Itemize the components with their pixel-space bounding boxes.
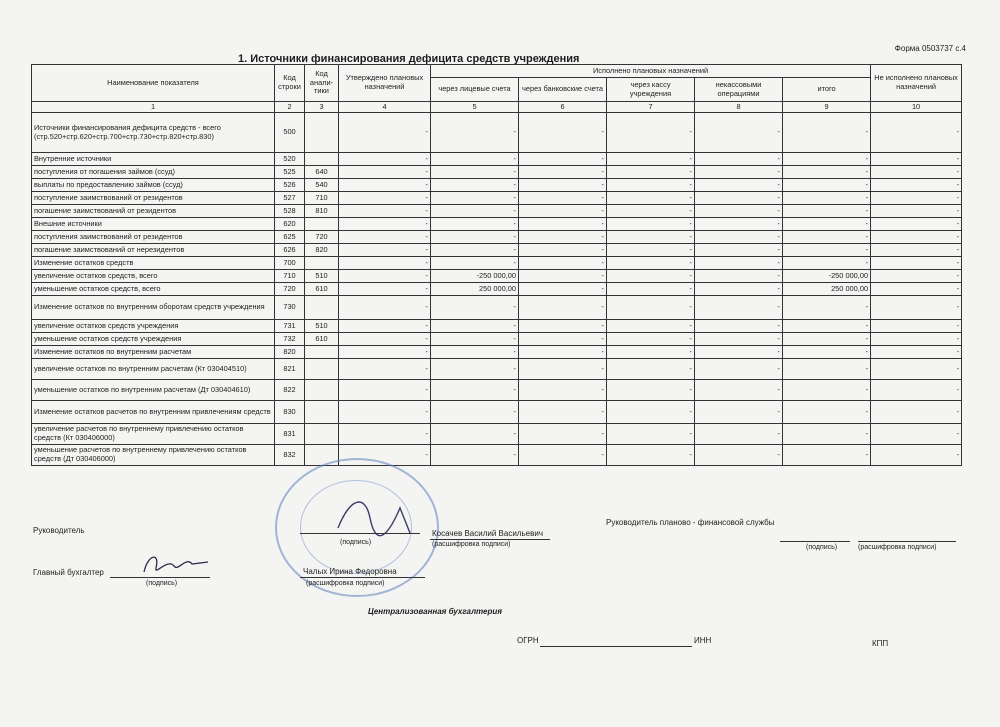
row-bank-accounts: - [519, 192, 607, 205]
row-noncash: - [695, 166, 783, 179]
row-approved: - [339, 320, 431, 333]
row-code: 520 [275, 153, 305, 166]
row-code: 710 [275, 270, 305, 283]
table-row [32, 424, 962, 445]
row-name: увеличение остатков средств, всего [32, 270, 275, 283]
row-personal-accounts: - [431, 113, 519, 153]
row-analytics-code [305, 296, 339, 320]
table-row [32, 166, 962, 179]
table-row [32, 192, 962, 205]
row-personal-accounts: - [431, 257, 519, 270]
row-bank-accounts: - [519, 270, 607, 283]
row-personal-accounts: - [431, 218, 519, 231]
row-bank-accounts: - [519, 424, 607, 445]
ogrn-label: ОГРН [517, 636, 539, 645]
row-cash-desk: - [607, 283, 695, 296]
sources-table [31, 64, 962, 466]
row-total: - [783, 153, 871, 166]
row-noncash: - [695, 445, 783, 466]
ogrn-line [540, 646, 692, 647]
row-not-executed: - [871, 296, 962, 320]
row-bank-accounts: - [519, 359, 607, 380]
row-total: - [783, 359, 871, 380]
row-approved: - [339, 113, 431, 153]
row-not-executed: - [871, 218, 962, 231]
row-code: 821 [275, 359, 305, 380]
table-row [32, 296, 962, 320]
header-name: Наименование показателя [32, 65, 275, 102]
row-code: 822 [275, 380, 305, 401]
head-name-line [430, 539, 550, 540]
row-noncash: - [695, 153, 783, 166]
row-code: 730 [275, 296, 305, 320]
row-bank-accounts: - [519, 380, 607, 401]
row-name: поступления заимствований от резидентов [32, 231, 275, 244]
row-personal-accounts: - [431, 179, 519, 192]
row-cash-desk: - [607, 113, 695, 153]
header-approved: Утверждено плановых назначений [339, 65, 431, 102]
fin-name-caption: (расшифровка подписи) [858, 544, 937, 551]
row-bank-accounts: - [519, 333, 607, 346]
row-analytics-code: 610 [305, 333, 339, 346]
row-name: Внутренние источники [32, 153, 275, 166]
row-total: - [783, 257, 871, 270]
row-personal-accounts: - [431, 359, 519, 380]
row-not-executed: - [871, 179, 962, 192]
row-noncash: - [695, 179, 783, 192]
row-total: - [783, 333, 871, 346]
row-approved: - [339, 257, 431, 270]
row-bank-accounts: - [519, 296, 607, 320]
row-cash-desk: - [607, 359, 695, 380]
column-number: 3 [305, 102, 339, 113]
row-not-executed: - [871, 401, 962, 424]
row-bank-accounts: - [519, 283, 607, 296]
row-approved: - [339, 205, 431, 218]
row-not-executed: - [871, 320, 962, 333]
row-approved: - [339, 283, 431, 296]
row-approved: - [339, 359, 431, 380]
head-label: Руководитель [33, 526, 85, 535]
row-noncash: - [695, 401, 783, 424]
table-row [32, 283, 962, 296]
row-noncash: - [695, 205, 783, 218]
row-noncash: - [695, 346, 783, 359]
form-code: Форма 0503737 с.4 [894, 44, 966, 53]
row-code: 626 [275, 244, 305, 257]
row-bank-accounts: - [519, 257, 607, 270]
row-approved: - [339, 380, 431, 401]
row-total: - [783, 244, 871, 257]
header-executed-group: Исполнено плановых назначений [431, 65, 871, 78]
header-analytics: Код анали-тики [305, 65, 339, 102]
row-total: - [783, 192, 871, 205]
table-row [32, 401, 962, 424]
column-number: 2 [275, 102, 305, 113]
header-bank-accounts: через банковские счета [519, 78, 607, 102]
column-numbers-row [32, 102, 962, 113]
row-name: уменьшение остатков средств, всего [32, 283, 275, 296]
row-not-executed: - [871, 380, 962, 401]
row-analytics-code [305, 401, 339, 424]
row-not-executed: - [871, 153, 962, 166]
row-cash-desk: - [607, 333, 695, 346]
row-approved: - [339, 445, 431, 466]
fin-sign-caption: (подпись) [806, 544, 838, 551]
row-name: поступление заимствований от резидентов [32, 192, 275, 205]
row-total: 250 000,00 [783, 283, 871, 296]
row-code: 526 [275, 179, 305, 192]
row-analytics-code [305, 257, 339, 270]
row-analytics-code: 810 [305, 205, 339, 218]
row-noncash: - [695, 333, 783, 346]
kpp-label: КПП [872, 639, 889, 648]
row-total: - [783, 445, 871, 466]
row-name: Изменение остатков по внутренним оборотам средств учреждения [32, 296, 275, 320]
accountant-sign-caption: (подпись) [146, 580, 178, 587]
row-noncash: - [695, 192, 783, 205]
column-number: 5 [431, 102, 519, 113]
column-number: 10 [871, 102, 962, 113]
header-cash-desk: через кассу учреждения [607, 78, 695, 102]
row-not-executed: - [871, 231, 962, 244]
row-analytics-code [305, 113, 339, 153]
row-personal-accounts: - [431, 205, 519, 218]
row-not-executed: - [871, 270, 962, 283]
header-not-executed: Не исполнено плановых назначений [871, 65, 962, 102]
table-row [32, 445, 962, 466]
fin-name-line [858, 541, 956, 542]
accountant-name-caption: (расшифровка подписи) [306, 580, 385, 587]
header-personal-accounts: через лицевые счета [431, 78, 519, 102]
table-row [32, 270, 962, 283]
table-row [32, 205, 962, 218]
row-code: 832 [275, 445, 305, 466]
row-cash-desk: - [607, 231, 695, 244]
row-code: 500 [275, 113, 305, 153]
column-number: 4 [339, 102, 431, 113]
row-personal-accounts: - [431, 424, 519, 445]
row-noncash: - [695, 424, 783, 445]
row-approved: - [339, 401, 431, 424]
header-total: итого [783, 78, 871, 102]
row-analytics-code [305, 424, 339, 445]
row-bank-accounts: - [519, 231, 607, 244]
row-not-executed: - [871, 445, 962, 466]
row-not-executed: - [871, 244, 962, 257]
table-row [32, 218, 962, 231]
row-approved: - [339, 270, 431, 283]
column-number: 1 [32, 102, 275, 113]
table-row [32, 257, 962, 270]
row-bank-accounts: - [519, 205, 607, 218]
row-personal-accounts: - [431, 401, 519, 424]
row-cash-desk: - [607, 401, 695, 424]
row-analytics-code: 540 [305, 179, 339, 192]
head-name-caption: (расшифровка подписи) [432, 541, 511, 548]
row-noncash: - [695, 113, 783, 153]
row-cash-desk: - [607, 380, 695, 401]
row-not-executed: - [871, 113, 962, 153]
row-approved: - [339, 333, 431, 346]
row-code: 830 [275, 401, 305, 424]
row-code: 732 [275, 333, 305, 346]
row-personal-accounts: - [431, 380, 519, 401]
accountant-name: Чалых Ирина Федоровна [303, 567, 397, 576]
column-number: 8 [695, 102, 783, 113]
row-bank-accounts: - [519, 445, 607, 466]
row-total: - [783, 380, 871, 401]
row-code: 820 [275, 346, 305, 359]
row-analytics-code: 510 [305, 270, 339, 283]
fin-sign-line [780, 541, 850, 542]
table-row [32, 179, 962, 192]
row-noncash: - [695, 359, 783, 380]
row-cash-desk: - [607, 296, 695, 320]
row-code: 700 [275, 257, 305, 270]
row-total: -250 000,00 [783, 270, 871, 283]
row-analytics-code: 510 [305, 320, 339, 333]
fin-head-label: Руководитель планово - финансовой службы [606, 518, 775, 527]
row-name: уменьшение остатков по внутренним расчетам (Дт 030404610) [32, 380, 275, 401]
row-cash-desk: - [607, 346, 695, 359]
row-analytics-code [305, 346, 339, 359]
row-total: - [783, 231, 871, 244]
row-total: - [783, 346, 871, 359]
row-total: - [783, 401, 871, 424]
row-not-executed: - [871, 359, 962, 380]
row-total: - [783, 296, 871, 320]
row-noncash: - [695, 380, 783, 401]
row-personal-accounts: 250 000,00 [431, 283, 519, 296]
row-code: 625 [275, 231, 305, 244]
row-approved: - [339, 179, 431, 192]
row-approved: - [339, 346, 431, 359]
row-name: Источники финансирования дефицита средств - всего (стр.520+стр.620+стр.700+стр.730+стр.820+стр.830) [32, 113, 275, 153]
row-name: Внешние источники [32, 218, 275, 231]
head-name: Косачев Василий Васильевич [432, 529, 543, 538]
row-name: погашение заимствований от нерезидентов [32, 244, 275, 257]
row-cash-desk: - [607, 192, 695, 205]
row-bank-accounts: - [519, 401, 607, 424]
row-name: увеличение остатков по внутренним расчетам (Кт 030404510) [32, 359, 275, 380]
row-code: 528 [275, 205, 305, 218]
header-code: Код строки [275, 65, 305, 102]
row-bank-accounts: - [519, 244, 607, 257]
row-cash-desk: - [607, 179, 695, 192]
row-not-executed: - [871, 333, 962, 346]
row-noncash: - [695, 296, 783, 320]
row-name: поступления от погашения займов (ссуд) [32, 166, 275, 179]
row-bank-accounts: - [519, 346, 607, 359]
row-bank-accounts: - [519, 166, 607, 179]
row-not-executed: - [871, 346, 962, 359]
row-total: - [783, 166, 871, 179]
table-body [32, 113, 962, 466]
row-name: Изменение остатков средств [32, 257, 275, 270]
accountant-name-line [300, 577, 425, 578]
row-cash-desk: - [607, 270, 695, 283]
row-cash-desk: - [607, 257, 695, 270]
row-personal-accounts: - [431, 153, 519, 166]
row-not-executed: - [871, 257, 962, 270]
row-cash-desk: - [607, 445, 695, 466]
row-personal-accounts: -250 000,00 [431, 270, 519, 283]
row-total: - [783, 205, 871, 218]
row-personal-accounts: - [431, 166, 519, 179]
row-not-executed: - [871, 192, 962, 205]
row-noncash: - [695, 270, 783, 283]
row-approved: - [339, 296, 431, 320]
table-row [32, 320, 962, 333]
row-not-executed: - [871, 424, 962, 445]
centralized-accounting: Централизованная бухгалтерия [368, 607, 502, 616]
row-code: 731 [275, 320, 305, 333]
row-analytics-code [305, 359, 339, 380]
row-personal-accounts: - [431, 445, 519, 466]
table-row [32, 113, 962, 153]
table-row [32, 153, 962, 166]
row-noncash: - [695, 257, 783, 270]
row-total: - [783, 113, 871, 153]
row-code: 525 [275, 166, 305, 179]
row-approved: - [339, 424, 431, 445]
row-name: Изменение остатков расчетов по внутренним привлечениям средств [32, 401, 275, 424]
row-bank-accounts: - [519, 153, 607, 166]
row-code: 620 [275, 218, 305, 231]
row-analytics-code: 720 [305, 231, 339, 244]
row-total: - [783, 218, 871, 231]
row-personal-accounts: - [431, 320, 519, 333]
table-row [32, 346, 962, 359]
table-row [32, 244, 962, 257]
row-approved: - [339, 166, 431, 179]
row-analytics-code [305, 153, 339, 166]
row-personal-accounts: - [431, 192, 519, 205]
table-row [32, 380, 962, 401]
row-name: выплаты по предоставлению займов (ссуд) [32, 179, 275, 192]
row-cash-desk: - [607, 320, 695, 333]
row-cash-desk: - [607, 205, 695, 218]
table-row [32, 231, 962, 244]
row-bank-accounts: - [519, 179, 607, 192]
row-analytics-code [305, 380, 339, 401]
row-personal-accounts: - [431, 231, 519, 244]
row-approved: - [339, 231, 431, 244]
accountant-signature-image [138, 548, 213, 580]
row-cash-desk: - [607, 153, 695, 166]
section-title: 1. Источники финансирования дефицита средств учреждения [238, 53, 580, 65]
head-sign-caption: (подпись) [340, 539, 372, 546]
row-total: - [783, 320, 871, 333]
row-code: 527 [275, 192, 305, 205]
row-cash-desk: - [607, 218, 695, 231]
row-noncash: - [695, 283, 783, 296]
row-analytics-code: 710 [305, 192, 339, 205]
row-cash-desk: - [607, 424, 695, 445]
row-code: 831 [275, 424, 305, 445]
row-personal-accounts: - [431, 346, 519, 359]
row-name: увеличение расчетов по внутреннему привлечению остатков средств (Кт 030406000) [32, 424, 275, 445]
row-total: - [783, 424, 871, 445]
row-cash-desk: - [607, 244, 695, 257]
row-name: погашение заимствований от резидентов [32, 205, 275, 218]
row-not-executed: - [871, 283, 962, 296]
table-row [32, 359, 962, 380]
row-personal-accounts: - [431, 296, 519, 320]
row-bank-accounts: - [519, 218, 607, 231]
row-bank-accounts: - [519, 320, 607, 333]
row-noncash: - [695, 218, 783, 231]
row-name: уменьшение расчетов по внутреннему привлечению остатков средств (Дт 030406000) [32, 445, 275, 466]
row-personal-accounts: - [431, 333, 519, 346]
row-analytics-code: 610 [305, 283, 339, 296]
row-approved: - [339, 153, 431, 166]
head-sign-line [300, 533, 420, 534]
row-noncash: - [695, 231, 783, 244]
header-noncash: некассовыми операциями [695, 78, 783, 102]
row-cash-desk: - [607, 166, 695, 179]
inn-label: ИНН [694, 636, 712, 645]
row-analytics-code [305, 218, 339, 231]
row-approved: - [339, 244, 431, 257]
table-row [32, 333, 962, 346]
row-name: увеличение остатков средств учреждения [32, 320, 275, 333]
row-name: Изменение остатков по внутренним расчетам [32, 346, 275, 359]
row-analytics-code: 820 [305, 244, 339, 257]
row-analytics-code: 640 [305, 166, 339, 179]
row-noncash: - [695, 244, 783, 257]
row-total: - [783, 179, 871, 192]
row-noncash: - [695, 320, 783, 333]
accountant-label: Главный бухгалтер [33, 568, 104, 577]
column-number: 7 [607, 102, 695, 113]
row-code: 720 [275, 283, 305, 296]
column-number: 9 [783, 102, 871, 113]
row-name: уменьшение остатков средств учреждения [32, 333, 275, 346]
row-not-executed: - [871, 166, 962, 179]
row-approved: - [339, 218, 431, 231]
row-approved: - [339, 192, 431, 205]
row-personal-accounts: - [431, 244, 519, 257]
row-bank-accounts: - [519, 113, 607, 153]
column-number: 6 [519, 102, 607, 113]
row-not-executed: - [871, 205, 962, 218]
